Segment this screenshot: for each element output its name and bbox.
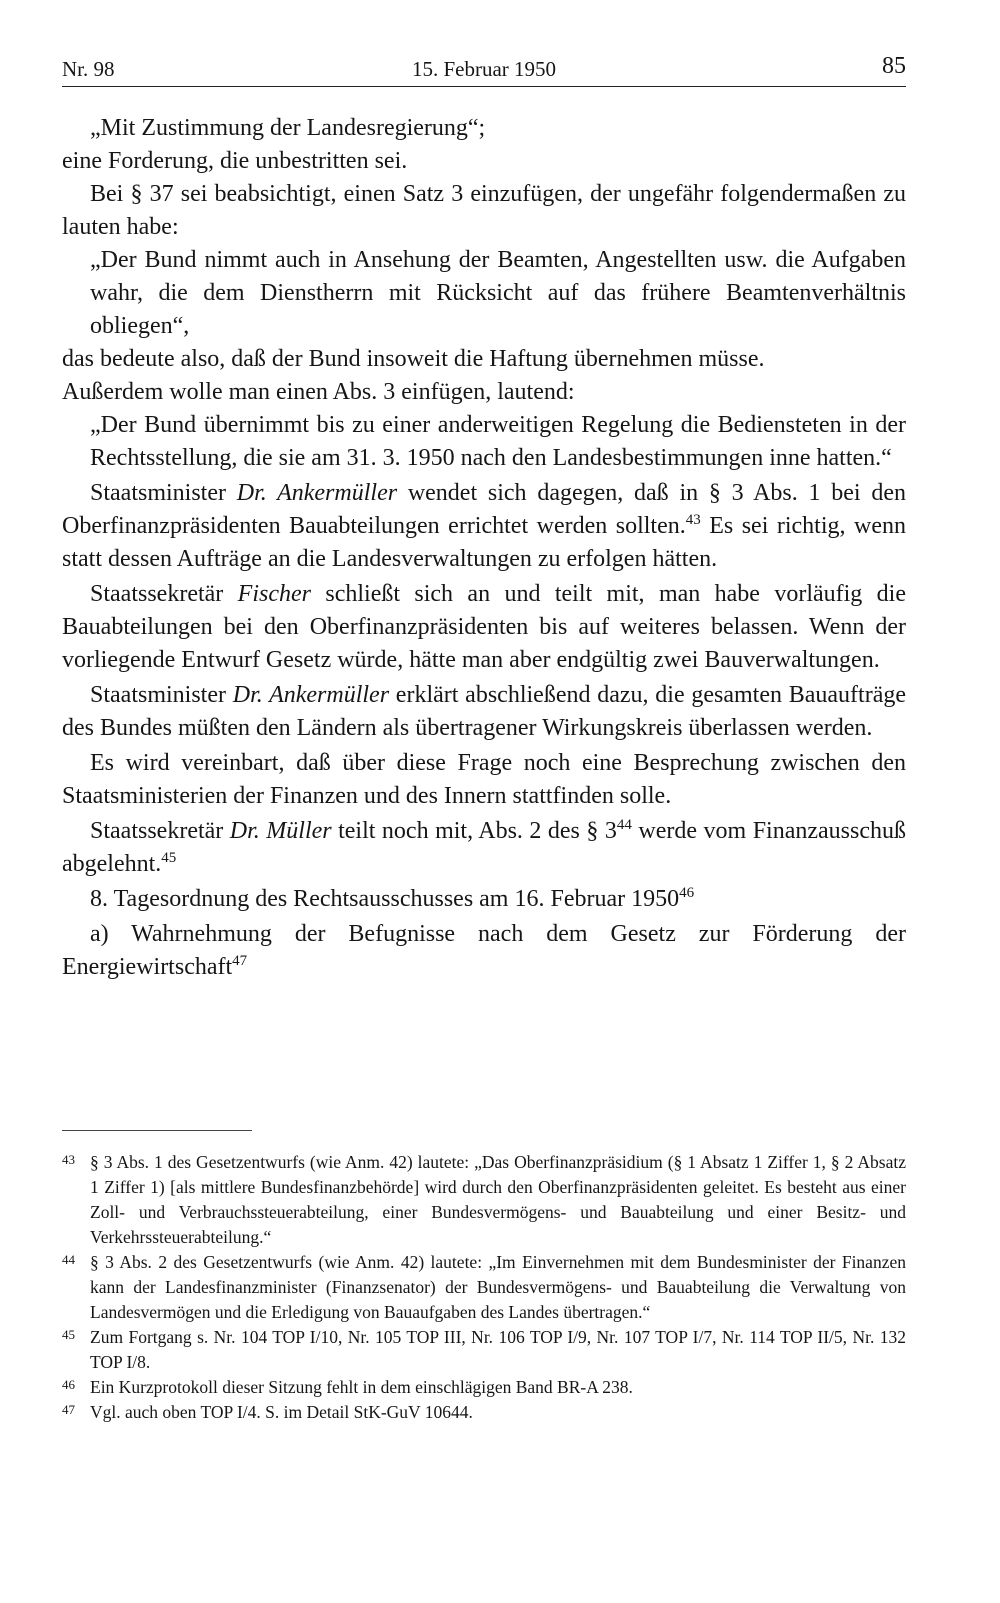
text-run: werde vom Finanzausschuß abgelehnt. <box>62 818 906 877</box>
footnote-number: 46 <box>62 1377 75 1392</box>
page-header <box>62 52 906 84</box>
footnote-rule <box>62 1130 252 1131</box>
paragraph: Außerdem wolle man einen Abs. 3 einfügen, lautend: <box>62 379 575 405</box>
text-run: Staatssekretär <box>90 818 230 844</box>
footnote <box>62 1150 906 1250</box>
footnote-text: § 3 Abs. 2 des Gesetzentwurfs (wie Anm. 42) lautete: „Im Einvernehmen mit dem Bundesminister der Finanzen kann der Landesfinanzminister (Finanzsenator) der Bundesvermögens- und Bauabteilung die Verwaltung von Landesvermögen und die Erledigung von Bauaufgaben des Landes übertragen.“ <box>90 1252 906 1322</box>
footnote-number: 43 <box>62 1152 75 1167</box>
footnote-ref[interactable]: 45 <box>161 850 177 866</box>
paragraph <box>62 815 906 881</box>
paragraph <box>62 679 906 745</box>
footnote-ref[interactable]: 46 <box>679 885 695 901</box>
footnote <box>62 1375 906 1400</box>
footnote-ref[interactable]: 44 <box>616 817 632 833</box>
footnote-text: Vgl. auch oben TOP I/4. S. im Detail StK-GuV 10644. <box>90 1402 473 1422</box>
header-rule <box>62 86 906 87</box>
text-run: teilt noch mit, Abs. 2 des § 3 <box>331 818 617 844</box>
footnote-text: Ein Kurzprotokoll dieser Sitzung fehlt in dem einschlägigen Band BR-A 238. <box>90 1377 633 1397</box>
text-run: Staatsminister <box>90 480 237 506</box>
footnote-ref[interactable]: 47 <box>232 953 248 969</box>
text-run: a) Wahrnehmung der Befugnisse nach dem Gesetz zur Förderung der Energiewirtschaft <box>62 921 906 980</box>
paragraph: eine Forderung, die unbestritten sei. <box>62 148 408 174</box>
paragraph: Bei § 37 sei beabsichtigt, einen Satz 3 einzufügen, der ungefähr folgendermaßen zu lauten habe: <box>62 181 906 240</box>
paragraph <box>62 477 906 576</box>
footnote <box>62 1250 906 1325</box>
footnote <box>62 1325 906 1375</box>
page-number: 85 <box>882 53 906 79</box>
footnote-ref[interactable]: 43 <box>685 512 701 528</box>
document-date: 15. Februar 1950 <box>411 57 557 81</box>
speaker-name: Dr. Ankermüller <box>236 480 398 506</box>
agenda-heading <box>62 883 906 916</box>
block-quote: „Der Bund nimmt auch in Ansehung der Beamten, Angestellten usw. die Aufgaben wahr, die dem Dienstherrn mit Rücksicht auf das frühere Beamtenverhältnis obliegen“, <box>90 247 906 339</box>
text-run: Staatsminister <box>90 682 233 708</box>
text-run: schließt sich an und teilt mit, man habe vorläufig die Bauabteilungen bei den Oberfinanzpräsidenten bis auf weiteres belassen. Wenn der vorliegende Entwurf Gesetz würde, hätte man aber endgültig zwei Bauverwaltungen. <box>62 581 906 673</box>
document-number: Nr. 98 <box>62 57 115 81</box>
block-quote: „Der Bund übernimmt bis zu einer anderweitigen Regelung die Bediensteten in der Rechtsstellung, die sie am 31. 3. 1950 nach den Landesbestimmungen inne hatten.“ <box>90 412 906 471</box>
footnote-number: 45 <box>62 1327 75 1342</box>
text-run: erklärt abschließend dazu, die gesamten Bauaufträge des Bundes müßten den Ländern als übertragener Wirkungskreis überlassen werden. <box>62 682 907 741</box>
footnote <box>62 1400 906 1425</box>
speaker-name: Dr. Ankermüller <box>232 682 390 708</box>
paragraph: Es wird vereinbart, daß über diese Frage noch eine Besprechung zwischen den Staatsministerien der Finanzen und des Innern stattfinden solle. <box>62 750 906 809</box>
text-run: 8. Tagesordnung des Rechtsausschusses am 16. Februar 1950 <box>90 886 680 912</box>
footnotes <box>62 1150 906 1425</box>
paragraph: „Mit Zustimmung der Landesregierung“; <box>90 115 486 141</box>
text-run: Staatssekretär <box>90 581 238 607</box>
agenda-item <box>62 918 906 984</box>
speaker-name: Dr. Müller <box>229 818 332 844</box>
paragraph: das bedeute also, daß der Bund insoweit die Haftung übernehmen müsse. <box>62 346 765 372</box>
footnote-text: Zum Fortgang s. Nr. 104 TOP I/10, Nr. 105 TOP III, Nr. 106 TOP I/9, Nr. 107 TOP I/7, Nr. 114 TOP II/5, Nr. 132 TOP I/8. <box>90 1327 906 1372</box>
footnote-number: 44 <box>62 1252 75 1267</box>
speaker-name: Fischer <box>237 581 311 607</box>
text-run: Es sei richtig, wenn statt dessen Aufträge an die Landesverwaltungen zu erfolgen hätten. <box>62 513 906 572</box>
text-run: wendet sich dagegen, daß in § 3 Abs. 1 bei den Oberfinanzpräsidenten Bauabteilungen errichtet werden sollten. <box>62 480 907 539</box>
footnote-number: 47 <box>62 1402 75 1417</box>
footnote-text: § 3 Abs. 1 des Gesetzentwurfs (wie Anm. 42) lautete: „Das Oberfinanzpräsidium (§ 1 Absatz 1 Ziffer 1, § 2 Absatz 1 Ziffer 1) [als mittlere Bundesfinanzbehörde] wird durch den Oberfinanzpräsidenten geleitet. Es besteht aus einer Zoll- und Verbrauchssteuerabteilung, einer Bundesvermögens- und Bauabteilung und einer Besitz- und Verkehrssteuerabteilung.“ <box>90 1152 906 1247</box>
paragraph <box>62 578 906 677</box>
main-text <box>62 112 906 984</box>
